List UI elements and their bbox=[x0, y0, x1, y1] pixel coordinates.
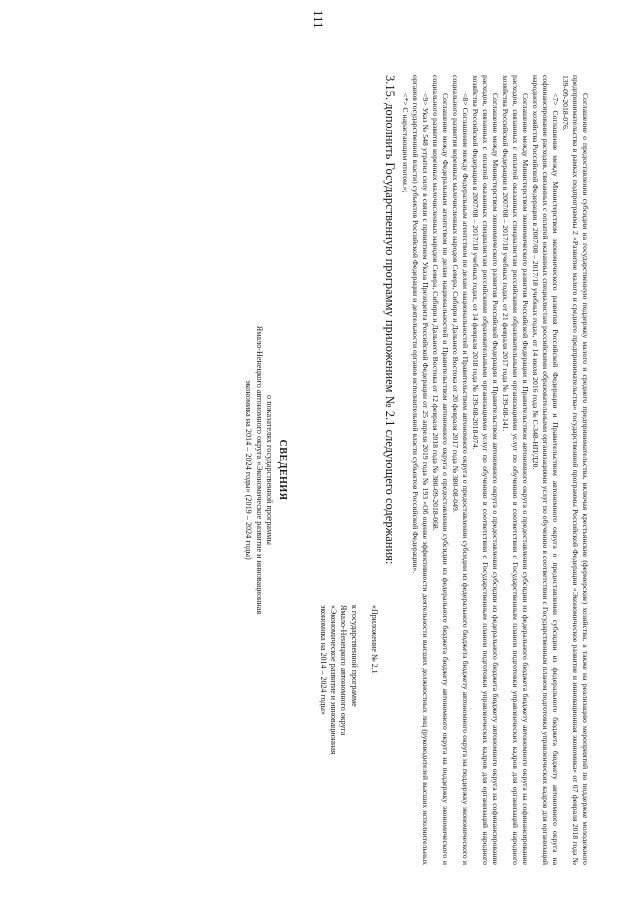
page-number: 111 bbox=[311, 10, 326, 29]
title-line: о показателях государственной программы bbox=[265, 395, 275, 545]
title-line: экономика на 2014 – 2024 годы» (2019 – 2024 годы) bbox=[243, 380, 253, 560]
paragraph-6: Соглашение между Федеральным агентством по делам национальностей и Правительством автономного округа о предоставлении субсидии из федерального бюджета бюджету автономного округа на поддержку экономического и социального развития коренных малочисленных народов Севера, Сибири и Дальнего Востока от 12 февраля 2018 года № 380-09-2018-068. bbox=[431, 75, 450, 865]
paragraph-2: <7> Соглашение между Министерством экономического развития Российской Федерации и Правительством автономного округа о предоставлении субсидии из федерального бюджета бюджету автономного округа на софинансирование расходов, связанных с оплатой оказанных специалистам российскими образовательными организациями услуг по обучению в соответствии с Государственным планом подготовки управленческих кадров для организаций народного хозяйства Российской Федерации в 2007/08 – 2017/18 учебных годах, от 14 июля 2016 года № С-348-НП/Д20. bbox=[531, 75, 560, 865]
paragraph-4: Соглашение между Министерством экономического развития Российской Федерации и Правительством автономного округа о предоставлении субсидии из федерального бюджета бюджету автономного округа на софинансирование расходов, связанных с оплатой оказанных специалистам российскими образовательными организациями услуг по обучению в соответствии с Государственным планом подготовки управленческих кадров для организаций народного хозяйства Российской Федерации в 2007/08 – 2017/18 учебных годах, от 14 февраля 2018 года № 139-08-2018-074. bbox=[471, 75, 500, 865]
appendix-line: «Экономическое развитие и инновационная bbox=[328, 605, 338, 755]
appendix-line: Ямало-Ненецкого автономного округа bbox=[339, 605, 349, 736]
footnote-cumulative: <*> С нарастающим итогом.»; bbox=[401, 93, 410, 193]
rotated-content bbox=[30, 75, 590, 865]
paragraph-5: <8> Соглашение между Федеральным агентством по делам национальностей и Правительством автономного округа о предоставлении субсидии из федерального бюджета бюджету автономного округа на поддержку экономического и социального развития коренных малочисленных народов Севера, Сибири и Дальнего Востока от 20 февраля 2017 года № 380-08-049. bbox=[451, 75, 470, 865]
document-title-block bbox=[242, 75, 289, 865]
document-title: СВЕДЕНИЯ bbox=[277, 439, 289, 501]
appendix-line: экономика на 2014 – 2024 годы» bbox=[318, 605, 328, 715]
paragraph-1: Соглашение о предоставлении субсидии на государственную поддержку малого и среднего предпринимательства, включая крестьянские (фермерские) хозяйства, а также на реализацию мероприятий по поддержке молодежного предпринимательства в рамках подпрограммы 2 «Развитие малого и среднего предпринимательства» государственной программы Российской Федерации «Экономическое развитие и инновационная экономика» от 07 февраля 2018 года № 139-09-2018-076. bbox=[561, 75, 590, 865]
paragraph-3: Соглашение между Министерством экономического развития Российской Федерации и Правительством автономного округа о предоставлении субсидии из федерального бюджета бюджету автономного округа на софинансирование расходов, связанных с оплатой оказанных специалистам российскими образовательными организациями услуг по обучению в соответствии с Государственным планом подготовки управленческих кадров для организаций народного хозяйства Российской Федерации в 2007/08 – 2017/18 учебных годах, от 21 февраля 2017 года № 139-08-141. bbox=[501, 75, 530, 865]
title-line: Ямало-Ненецкого автономного округа «Экономическое развитие и инновационная bbox=[254, 325, 264, 615]
appendix-line: к государственной программе bbox=[349, 605, 359, 707]
appendix-block bbox=[317, 605, 379, 865]
section-heading: 3.15. дополнить Государственную программу приложением № 2.1 следующего содержания: bbox=[383, 75, 397, 565]
appendix-label: «Приложение № 2.1 bbox=[370, 605, 380, 674]
paragraph-7: <9> Указ № 548 утратил силу в связи с принятием Указа Президента Российской Федерации от 25 апреля 2019 года № 193 «Об оценке эффективности деятельности высших должностных лиц (руководителей высших исполнительных органов государственной власти) субъектов Российской Федерации и деятельности органов исполнительной власти субъектов Российской Федерации». bbox=[411, 75, 430, 865]
